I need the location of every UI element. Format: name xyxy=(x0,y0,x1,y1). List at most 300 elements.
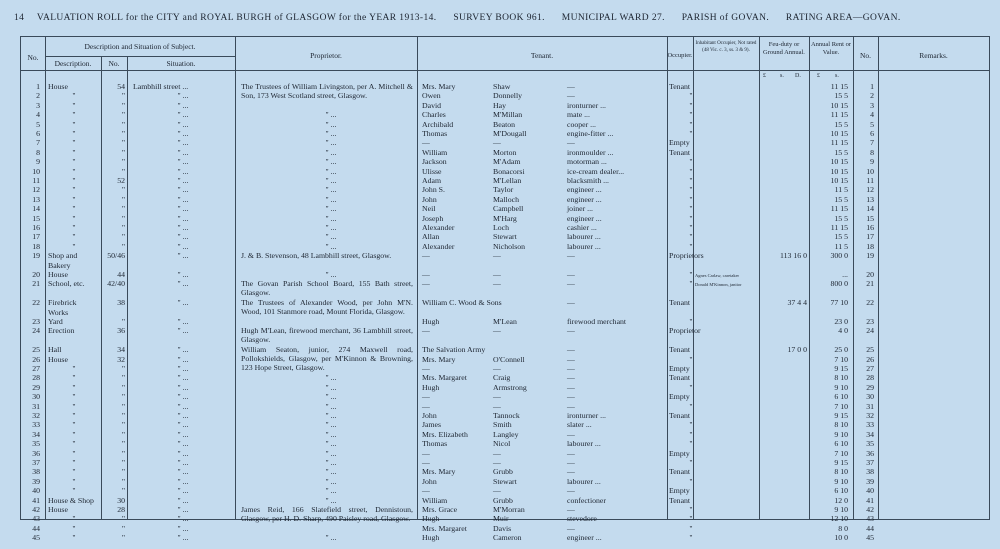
row-situation: " ... xyxy=(177,523,189,533)
row-annual-value: 7 10 xyxy=(834,401,848,411)
row-occupier: " xyxy=(689,523,693,533)
row-situation: " ... xyxy=(177,166,189,176)
row-designation: — xyxy=(567,429,575,439)
row-description: Hall xyxy=(48,345,62,355)
row-tenant-last: Taylor xyxy=(493,185,514,195)
row-proprietor-ditto: " ... xyxy=(325,476,337,486)
row-number-right: 21 xyxy=(866,279,874,289)
row-proprietor-ditto: " ... xyxy=(325,194,337,204)
col-description-header: Description. xyxy=(54,59,92,68)
row-tenant-last: Morton xyxy=(493,147,517,157)
row-situation: " ... xyxy=(177,119,189,129)
row-street-number: " xyxy=(121,533,125,543)
row-street-number: " xyxy=(121,223,125,232)
row-tenant-first: — xyxy=(422,392,430,402)
row-number: 31 xyxy=(32,401,40,411)
row-designation: engineer ... xyxy=(567,185,602,195)
row-designation: — xyxy=(567,279,575,289)
row-number: 4 xyxy=(36,110,40,120)
row-situation: " ... xyxy=(177,401,189,411)
row-annual-value: 10 15 xyxy=(830,166,848,176)
row-proprietor-ditto: " ... xyxy=(325,232,337,242)
col-tenant-header: Tenant. xyxy=(530,51,554,60)
row-number-right: 32 xyxy=(866,411,874,420)
row-situation: " ... xyxy=(177,100,189,110)
row-situation: " ... xyxy=(177,110,189,120)
row-annual-value: 9 10 xyxy=(834,476,848,486)
row-feu-duty: 37 4 4 xyxy=(787,298,807,308)
row-occupier: Tenant xyxy=(669,298,691,308)
row-description: " xyxy=(72,232,76,242)
row-proprietor-ditto: " ... xyxy=(325,213,337,223)
row-tenant-first: Joseph xyxy=(422,213,444,223)
row-number: 44 xyxy=(32,523,40,533)
column-rule xyxy=(853,37,854,519)
row-number: 35 xyxy=(32,439,40,449)
row-annual-value: 9 10 xyxy=(834,382,848,392)
row-tenant-first: John xyxy=(422,476,437,486)
row-situation: " ... xyxy=(177,138,189,148)
row-description: " xyxy=(72,514,76,524)
row-number-right: 1 xyxy=(870,82,874,91)
row-situation: " ... xyxy=(177,213,189,223)
municipal-ward: MUNICIPAL WARD 27. xyxy=(561,13,665,23)
row-tenant-last: — xyxy=(493,448,501,458)
row-situation: " ... xyxy=(177,241,189,251)
row-proprietor-ditto: " ... xyxy=(325,420,337,430)
row-annual-value: ... xyxy=(842,270,848,279)
row-number-right: 30 xyxy=(866,392,874,402)
row-number-right: 15 xyxy=(866,213,874,223)
row-tenant-first: Thomas xyxy=(422,129,448,138)
row-designation: — xyxy=(567,251,575,261)
row-tenant-first: — xyxy=(422,270,430,279)
row-occupier: Tenant xyxy=(669,345,691,355)
row-tenant-last: — xyxy=(493,326,501,336)
row-occupier: " xyxy=(689,100,693,110)
col-description-group-header: Description and Situation of Subject. xyxy=(84,42,196,51)
row-street-number: " xyxy=(121,523,125,533)
row-tenant-last: Muir xyxy=(493,514,509,524)
row-annual-value: 11 15 xyxy=(830,110,848,120)
row-tenant-last: — xyxy=(493,401,501,411)
row-proprietor-ditto: " ... xyxy=(325,166,337,176)
row-number-right: 27 xyxy=(866,364,874,373)
row-proprietor-ditto: " ... xyxy=(325,270,337,279)
row-proprietor: J. & B. Stevenson, 48 Lambhill street, Glasgow. xyxy=(241,251,392,261)
row-tenant-last: Davis xyxy=(493,523,512,533)
row-annual-value: 25 0 xyxy=(834,345,848,355)
row-proprietor-ditto: " ... xyxy=(325,382,337,392)
row-situation: " ... xyxy=(177,176,189,185)
row-designation: ironmoulder ... xyxy=(567,147,614,157)
row-street-number: 52 xyxy=(117,176,125,185)
row-number-right: 20 xyxy=(866,270,874,279)
row-number: 36 xyxy=(32,448,40,458)
row-situation: " ... xyxy=(177,326,189,336)
row-annual-value: 11 5 xyxy=(834,241,848,251)
row-tenant-first: William xyxy=(422,147,448,157)
row-occupier: " xyxy=(689,185,693,195)
row-designation: — xyxy=(567,467,575,477)
row-tenant-first: Mrs. Mary xyxy=(422,354,456,364)
row-number: 33 xyxy=(32,420,40,430)
row-number-right: 19 xyxy=(866,251,874,261)
row-designation: — xyxy=(567,401,575,411)
row-annual-value: 9 10 xyxy=(834,429,848,439)
row-situation: " ... xyxy=(177,194,189,204)
row-number-right: 35 xyxy=(866,439,874,449)
row-annual-value: 7 10 xyxy=(834,448,848,458)
row-street-number: " xyxy=(121,420,125,430)
row-occupier: Proprietors xyxy=(669,251,704,261)
row-situation: " ... xyxy=(177,411,189,420)
row-description: " xyxy=(72,129,76,138)
row-tenant-first: — xyxy=(422,486,430,496)
row-number: 20 xyxy=(32,270,40,279)
row-annual-value: 15 5 xyxy=(834,232,848,242)
row-proprietor: The Trustees of William Livingston, per A. Mitchell & Son, 173 West Scotland street, Glasgow. xyxy=(241,82,413,100)
row-tenant-first: Mrs. Margaret xyxy=(422,523,467,533)
row-designation: labourer ... xyxy=(567,241,601,251)
row-proprietor-ditto: " ... xyxy=(325,458,337,467)
row-tenant-first: William C. Wood & Sons xyxy=(422,298,502,308)
row-annual-value: 12 10 xyxy=(830,514,848,524)
row-proprietor-ditto: " ... xyxy=(325,401,337,411)
row-number: 11 xyxy=(32,176,40,185)
row-occupier: " xyxy=(689,166,693,176)
row-description: Yard xyxy=(48,317,63,326)
row-tenant-first: Mrs. Elizabeth xyxy=(422,429,468,439)
row-tenant-first: Allan xyxy=(422,232,440,242)
row-proprietor-ditto: " ... xyxy=(325,373,337,383)
row-number: 39 xyxy=(32,476,40,486)
row-number-right: 24 xyxy=(866,326,874,336)
feu-pence-label: D. xyxy=(795,73,801,79)
roll-title: VALUATION ROLL for the CITY and ROYAL BURGH of GLASGOW for the YEAR 1913-14. xyxy=(36,13,437,23)
row-designation: ice-cream dealer... xyxy=(567,166,625,176)
row-occupier: Tenant xyxy=(669,467,691,477)
row-occupier: " xyxy=(689,514,693,524)
row-annual-value: 15 5 xyxy=(834,213,848,223)
row-occupier: " xyxy=(689,129,693,138)
row-tenant-last: — xyxy=(493,364,501,373)
row-number-right: 31 xyxy=(866,401,874,411)
row-description: " xyxy=(72,533,76,543)
row-situation: " ... xyxy=(177,279,189,289)
row-tenant-last: Grubb xyxy=(493,495,513,505)
row-annual-value: 15 5 xyxy=(834,194,848,204)
row-annual-value: 10 0 xyxy=(834,533,848,543)
row-designation: engineer ... xyxy=(567,213,602,223)
row-street-number: 34 xyxy=(117,345,125,355)
row-tenant-first: John S. xyxy=(422,185,445,195)
row-number: 9 xyxy=(36,157,40,167)
row-description: " xyxy=(72,241,76,251)
row-proprietor-ditto: " ... xyxy=(325,223,337,232)
row-street-number: 32 xyxy=(117,354,125,364)
row-proprietor-ditto: " ... xyxy=(325,439,337,449)
row-annual-value: 6 10 xyxy=(834,392,848,402)
row-description: " xyxy=(72,91,76,101)
row-street-number: " xyxy=(121,486,125,496)
row-description: House & Shop xyxy=(48,495,94,505)
row-number-right: 38 xyxy=(866,467,874,477)
row-occupier: " xyxy=(689,110,693,120)
row-tenant-last: Hay xyxy=(493,100,506,110)
row-designation: — xyxy=(567,138,575,148)
row-description: " xyxy=(72,382,76,392)
row-tenant-last: Bonacorsi xyxy=(493,166,525,176)
row-description: " xyxy=(72,110,76,120)
row-annual-value: 10 15 xyxy=(830,129,848,138)
row-tenant-last: Cameron xyxy=(493,533,522,543)
row-occupier: " xyxy=(689,458,693,467)
row-number-right: 23 xyxy=(866,317,874,326)
row-designation: slater ... xyxy=(567,420,592,430)
column-rule xyxy=(878,37,879,519)
row-street-number: " xyxy=(121,91,125,101)
row-tenant-last: O'Connell xyxy=(493,354,525,364)
row-annual-value: 11 5 xyxy=(834,185,848,195)
row-designation: — xyxy=(567,523,575,533)
row-occupier: " xyxy=(689,223,693,232)
row-description: " xyxy=(72,439,76,449)
row-street-number: 36 xyxy=(117,326,125,336)
row-tenant-last: M'Morran xyxy=(493,505,525,514)
row-number-right: 3 xyxy=(870,100,874,110)
row-inhabitant-occupier: Agnes Carlaw, caretaker xyxy=(695,273,740,278)
row-designation: — xyxy=(567,91,575,101)
col-proprietor-header: Proprietor. xyxy=(310,51,342,60)
row-tenant-first: — xyxy=(422,364,430,373)
row-street-number: 50/46 xyxy=(107,251,125,261)
row-number: 6 xyxy=(36,129,40,138)
row-designation: — xyxy=(567,298,575,308)
row-tenant-first: — xyxy=(422,448,430,458)
row-street-number: " xyxy=(121,439,125,449)
row-proprietor-ditto: " ... xyxy=(325,533,337,543)
row-annual-value: 11 15 xyxy=(830,82,848,91)
row-street-number: " xyxy=(121,364,125,373)
row-proprietor: William Seaton, junior, 274 Maxwell road, Pollokshields, Glasgow, per M'Kinnon & Browning, 123 Hope Street, Glasgow. xyxy=(241,345,413,373)
row-street-number: " xyxy=(121,204,125,214)
row-designation: cooper ... xyxy=(567,119,597,129)
page-number: 14 xyxy=(14,13,25,23)
column-rule xyxy=(667,37,668,519)
row-occupier: " xyxy=(689,204,693,214)
row-number: 25 xyxy=(32,345,40,355)
row-designation: — xyxy=(567,354,575,364)
row-occupier: " xyxy=(689,382,693,392)
row-situation: " ... xyxy=(177,317,189,326)
row-annual-value: 77 10 xyxy=(830,298,848,308)
row-street-number: " xyxy=(121,476,125,486)
row-number: 12 xyxy=(32,185,40,195)
row-situation: " ... xyxy=(177,420,189,430)
row-number-right: 18 xyxy=(866,241,874,251)
row-annual-value: 11 15 xyxy=(830,138,848,148)
row-designation: labourer ... xyxy=(567,232,601,242)
row-number: 41 xyxy=(32,495,40,505)
row-annual-value: 8 10 xyxy=(834,373,848,383)
row-street-number: 44 xyxy=(117,270,125,279)
row-designation: firewood merchant xyxy=(567,317,627,326)
row-street-number: " xyxy=(121,157,125,167)
row-annual-value: 23 0 xyxy=(834,317,848,326)
row-number-right: 42 xyxy=(866,505,874,514)
row-tenant-first: — xyxy=(422,326,430,336)
row-occupier: " xyxy=(689,476,693,486)
row-tenant-first: The Salvation Army xyxy=(422,345,486,355)
row-designation: blacksmith ... xyxy=(567,176,610,185)
row-annual-value: 10 15 xyxy=(830,100,848,110)
row-street-number: " xyxy=(121,185,125,195)
row-number: 42 xyxy=(32,505,40,514)
row-situation: " ... xyxy=(177,157,189,167)
row-number: 43 xyxy=(32,514,40,524)
row-street-number: 42/40 xyxy=(107,279,125,289)
row-proprietor-ditto: " ... xyxy=(325,157,337,167)
row-number-right: 6 xyxy=(870,129,874,138)
row-description: House xyxy=(48,354,68,364)
row-street-number: 38 xyxy=(117,298,125,308)
row-situation: " ... xyxy=(177,204,189,214)
row-number: 38 xyxy=(32,467,40,477)
row-number-right: 36 xyxy=(866,448,874,458)
row-proprietor-ditto: " ... xyxy=(325,392,337,402)
row-tenant-first: Adam xyxy=(422,176,442,185)
row-designation: — xyxy=(567,486,575,496)
row-proprietor-ditto: " ... xyxy=(325,129,337,138)
row-tenant-last: M'Lean xyxy=(493,317,517,326)
row-annual-value: 11 15 xyxy=(830,223,848,232)
row-tenant-last: Loch xyxy=(493,223,510,232)
row-situation: " ... xyxy=(177,373,189,383)
row-occupier: Tenant xyxy=(669,82,691,91)
row-description: " xyxy=(72,147,76,157)
row-tenant-first: Hugh xyxy=(422,382,440,392)
row-situation: " ... xyxy=(177,486,189,496)
row-street-number: " xyxy=(121,317,125,326)
row-number: 13 xyxy=(32,194,40,204)
row-description: " xyxy=(72,223,76,232)
row-annual-value: 6 10 xyxy=(834,439,848,449)
row-description: " xyxy=(72,401,76,411)
page-header xyxy=(14,13,915,23)
row-number-right: 41 xyxy=(866,495,874,505)
row-description: " xyxy=(72,429,76,439)
row-description: Shop and xyxy=(48,251,78,261)
row-annual-value: 15 5 xyxy=(834,147,848,157)
row-occupier: " xyxy=(689,157,693,167)
row-annual-value: 9 10 xyxy=(834,505,848,514)
column-rule xyxy=(127,57,128,519)
row-designation: — xyxy=(567,505,575,514)
row-street-number: " xyxy=(121,241,125,251)
row-tenant-last: Nicholson xyxy=(493,241,526,251)
row-annual-value: 8 10 xyxy=(834,420,848,430)
row-occupier: Empty xyxy=(669,138,690,148)
row-proprietor-ditto: " ... xyxy=(325,411,337,420)
row-street-number: " xyxy=(121,382,125,392)
row-annual-value: 15 5 xyxy=(834,91,848,101)
row-feu-duty: 17 0 0 xyxy=(787,345,807,355)
row-description: " xyxy=(72,185,76,195)
row-designation: stevedore xyxy=(567,514,597,524)
row-number: 3 xyxy=(36,100,40,110)
row-street-number: " xyxy=(121,401,125,411)
row-proprietor-ditto: " ... xyxy=(325,147,337,157)
row-proprietor-ditto: " ... xyxy=(325,495,337,505)
row-annual-value: 9 15 xyxy=(834,364,848,373)
row-occupier: " xyxy=(689,429,693,439)
row-number-right: 26 xyxy=(866,354,874,364)
row-tenant-last: — xyxy=(493,486,501,496)
row-description: Firebrick xyxy=(48,298,77,308)
row-description: " xyxy=(72,373,76,383)
row-occupier: " xyxy=(689,317,693,326)
row-number: 16 xyxy=(32,223,40,232)
row-annual-value: 6 10 xyxy=(834,486,848,496)
row-occupier: " xyxy=(689,241,693,251)
row-tenant-first: Mrs. Margaret xyxy=(422,373,467,383)
row-number: 28 xyxy=(32,373,40,383)
row-tenant-first: Hugh xyxy=(422,514,440,524)
row-tenant-last: Nicol xyxy=(493,439,511,449)
row-number-right: 33 xyxy=(866,420,874,430)
row-proprietor: The Govan Parish School Board, 155 Bath street, Glasgow. xyxy=(241,279,413,298)
row-number-right: 14 xyxy=(866,204,874,214)
row-street-number: " xyxy=(121,392,125,402)
row-tenant-last: Stewart xyxy=(493,232,517,242)
row-occupier: " xyxy=(689,505,693,514)
row-tenant-first: John xyxy=(422,411,437,420)
row-street-number: " xyxy=(121,166,125,176)
col-situation-header: Situation. xyxy=(166,59,196,68)
row-proprietor-ditto: " ... xyxy=(325,176,337,185)
row-tenant-first: Thomas xyxy=(422,439,448,449)
row-situation: " ... xyxy=(177,382,189,392)
row-situation: " ... xyxy=(177,514,189,524)
row-number-right: 7 xyxy=(870,138,874,148)
row-annual-value: 300 0 xyxy=(830,251,848,261)
row-tenant-first: Archibald xyxy=(422,119,454,129)
row-designation: — xyxy=(567,345,575,355)
row-situation: " ... xyxy=(177,91,189,101)
row-number: 32 xyxy=(32,411,40,420)
row-description: " xyxy=(72,476,76,486)
row-description: " xyxy=(72,138,76,148)
row-description: " xyxy=(72,411,76,420)
row-tenant-first: — xyxy=(422,458,430,467)
row-designation: engineer ... xyxy=(567,194,602,204)
row-number-right: 16 xyxy=(866,223,874,232)
row-number-right: 12 xyxy=(866,185,874,195)
row-tenant-last: Craig xyxy=(493,373,511,383)
row-situation: Lambhill street ... xyxy=(133,82,189,91)
row-occupier: " xyxy=(689,270,693,279)
row-tenant-first: Neil xyxy=(422,204,436,214)
row-annual-value: 15 5 xyxy=(834,119,848,129)
row-tenant-first: John xyxy=(422,194,437,204)
row-description: School, etc. xyxy=(48,279,85,289)
row-occupier: Empty xyxy=(669,364,690,373)
row-occupier: " xyxy=(689,176,693,185)
row-tenant-last: M'Harg xyxy=(493,213,517,223)
row-proprietor-ditto: " ... xyxy=(325,185,337,195)
row-designation: — xyxy=(567,326,575,336)
